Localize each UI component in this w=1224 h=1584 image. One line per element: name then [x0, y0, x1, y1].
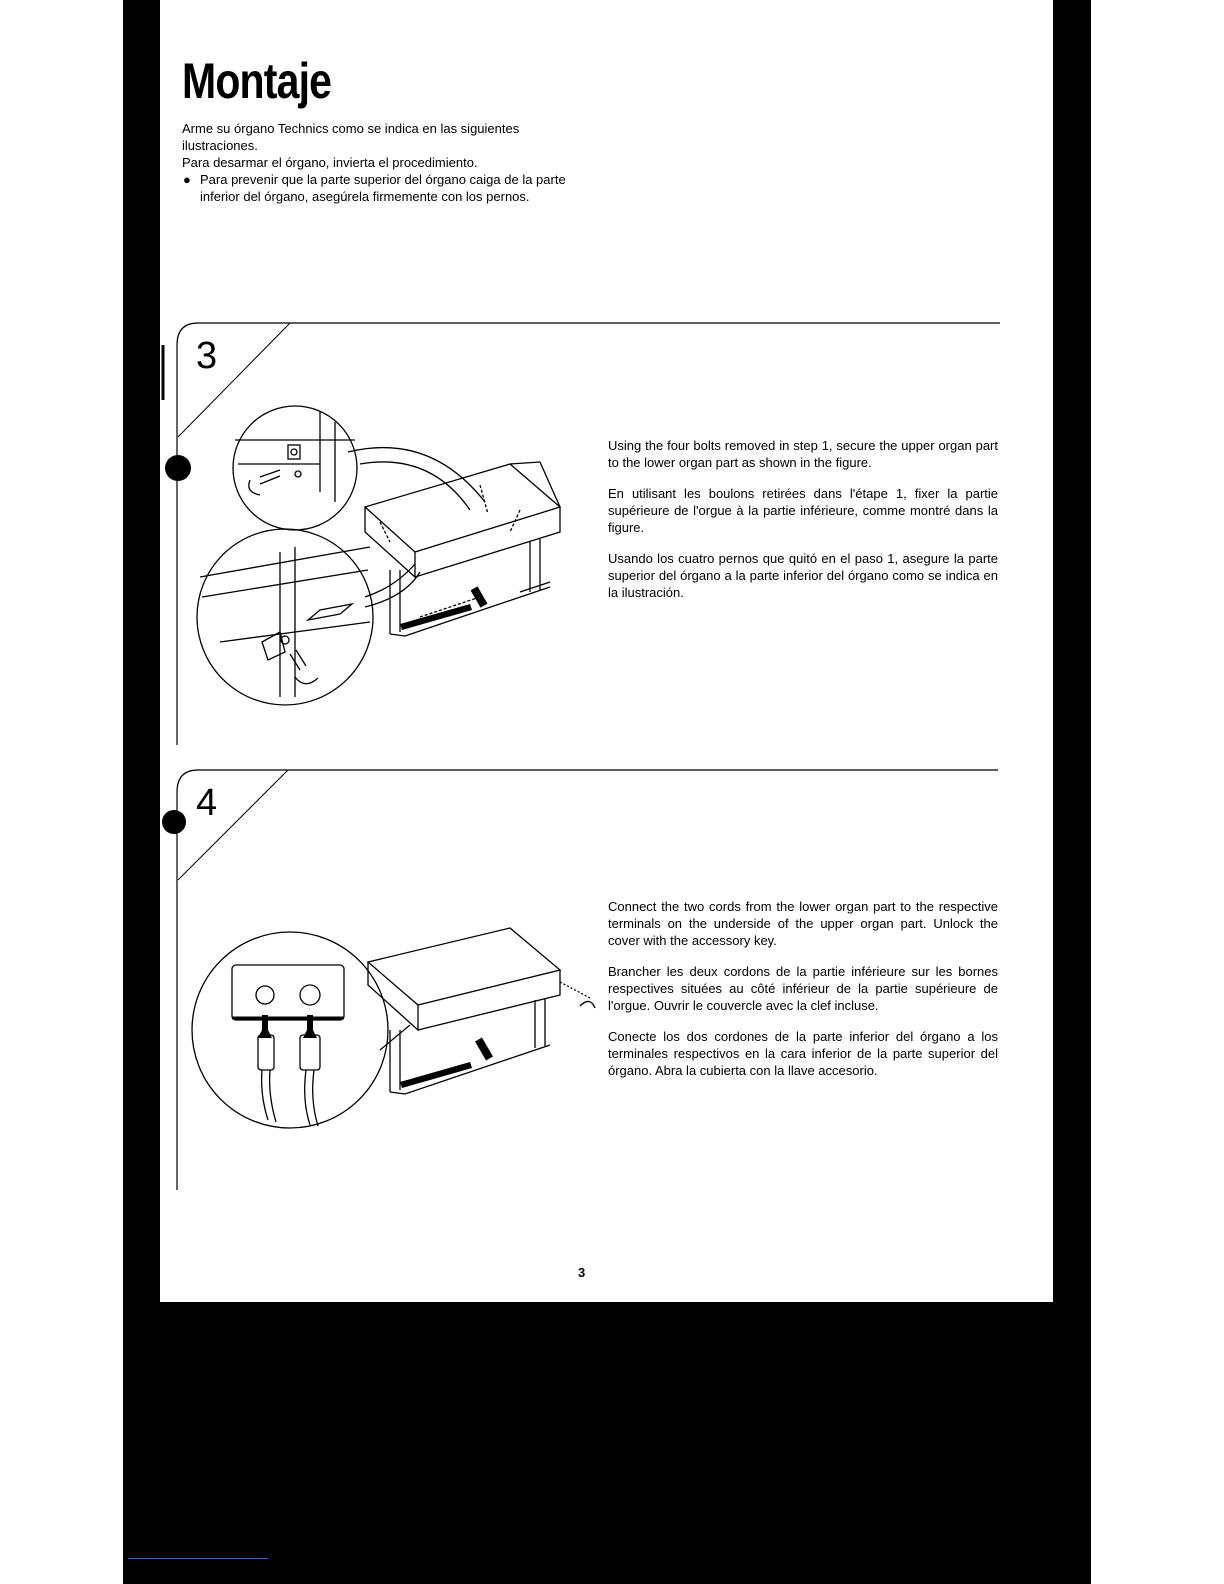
- page-number: 3: [578, 1265, 586, 1280]
- intro-paragraph: Para desarmar el órgano, invierta el procedimiento.: [182, 155, 478, 170]
- step-text-es: Usando los cuatro pernos que quitó en el paso 1, asegure la parte superior del órgano a la parte inferior del órgano como se indica en la ilustración.: [608, 551, 998, 600]
- step-text-fr: Brancher les deux cordons de la partie inférieure sur les bornes respectives situées au côté inférieur de la partie supérieure de l'orgue. Ouvrir le couvercle avec la clef incluse.: [608, 964, 998, 1013]
- step-text-es: Conecte los dos cordones de la parte inferior del órgano a los terminales respectivos en la cara inferior de la parte superior del órgano. Abra la cubierta con la llave accesorio.: [608, 1029, 998, 1078]
- step-3-illustration: [190, 392, 610, 722]
- step-number: 3: [196, 335, 218, 377]
- step-text-fr: En utilisant les boulons retirées dans l'étape 1, fixer la partie supérieure de l'orgue à la partie inférieure, comme montré dans la figure.: [608, 486, 998, 535]
- step-4-text: [608, 898, 998, 1093]
- step-text-en: Connect the two cords from the lower organ part to the respective terminals on the underside of the upper organ part. Unlock the cover with the accessory key.: [608, 899, 998, 948]
- intro-paragraph: Arme su órgano Technics como se indica en las siguientes ilustraciones.: [182, 121, 520, 153]
- step-number: 4: [196, 782, 218, 824]
- step-3-text: [608, 437, 998, 615]
- bullet-dot-icon: ●: [183, 172, 191, 187]
- step-4-illustration: [190, 920, 610, 1160]
- bullet-text: Para prevenir que la parte superior del órgano caiga de la parte inferior del órgano, asegúrela firmemente con los pernos.: [200, 172, 566, 204]
- page-title: Montaje: [182, 53, 332, 109]
- step-text-en: Using the four bolts removed in step 1, secure the upper organ part to the lower organ part as shown in the figure.: [608, 438, 998, 470]
